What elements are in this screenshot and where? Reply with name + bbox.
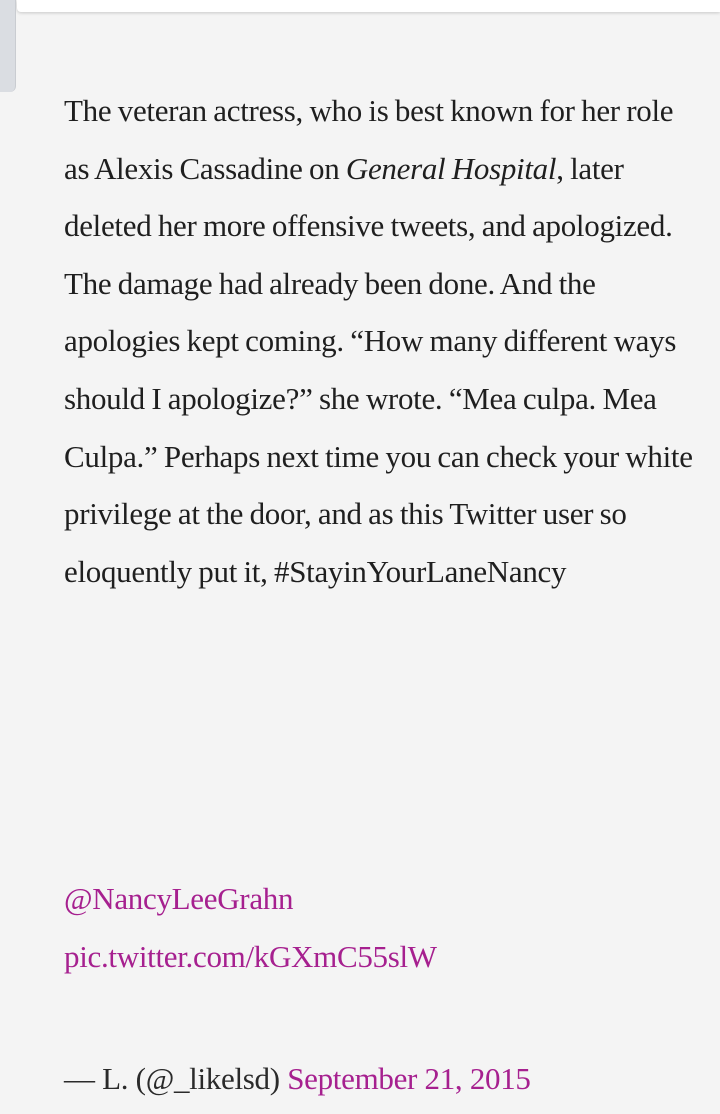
mention-link[interactable]: @NancyLeeGrahn bbox=[64, 881, 294, 916]
top-bar bbox=[17, 0, 720, 12]
tweet-date-link[interactable]: September 21, 2015 bbox=[287, 1061, 531, 1096]
article-paragraph bbox=[64, 82, 694, 600]
article-text-after: , later deleted her more offensive tweets, and apologized. The damage had already been done. And the apologies kept coming. “How many different ways should I apologize?” she wrote. “Mea culpa. Mea Culpa.” Perhaps next time you can check your white privilege at the door, and as this Twitter user so eloquently put it, #StayinYourLaneNancy bbox=[64, 150, 693, 589]
article-italic-title: General Hospital bbox=[345, 150, 557, 186]
tweet-author: — L. (@_likelsd) bbox=[64, 1061, 280, 1096]
tweet-attribution bbox=[64, 1052, 694, 1106]
pic-link[interactable]: pic.twitter.com/kGXmC55slW bbox=[64, 939, 437, 974]
side-scroll-tab[interactable] bbox=[0, 0, 16, 92]
embedded-tweet-links bbox=[64, 870, 694, 986]
article-text-before: The veteran actress, who is best known for her role as Alexis Cassadine on bbox=[64, 93, 674, 186]
